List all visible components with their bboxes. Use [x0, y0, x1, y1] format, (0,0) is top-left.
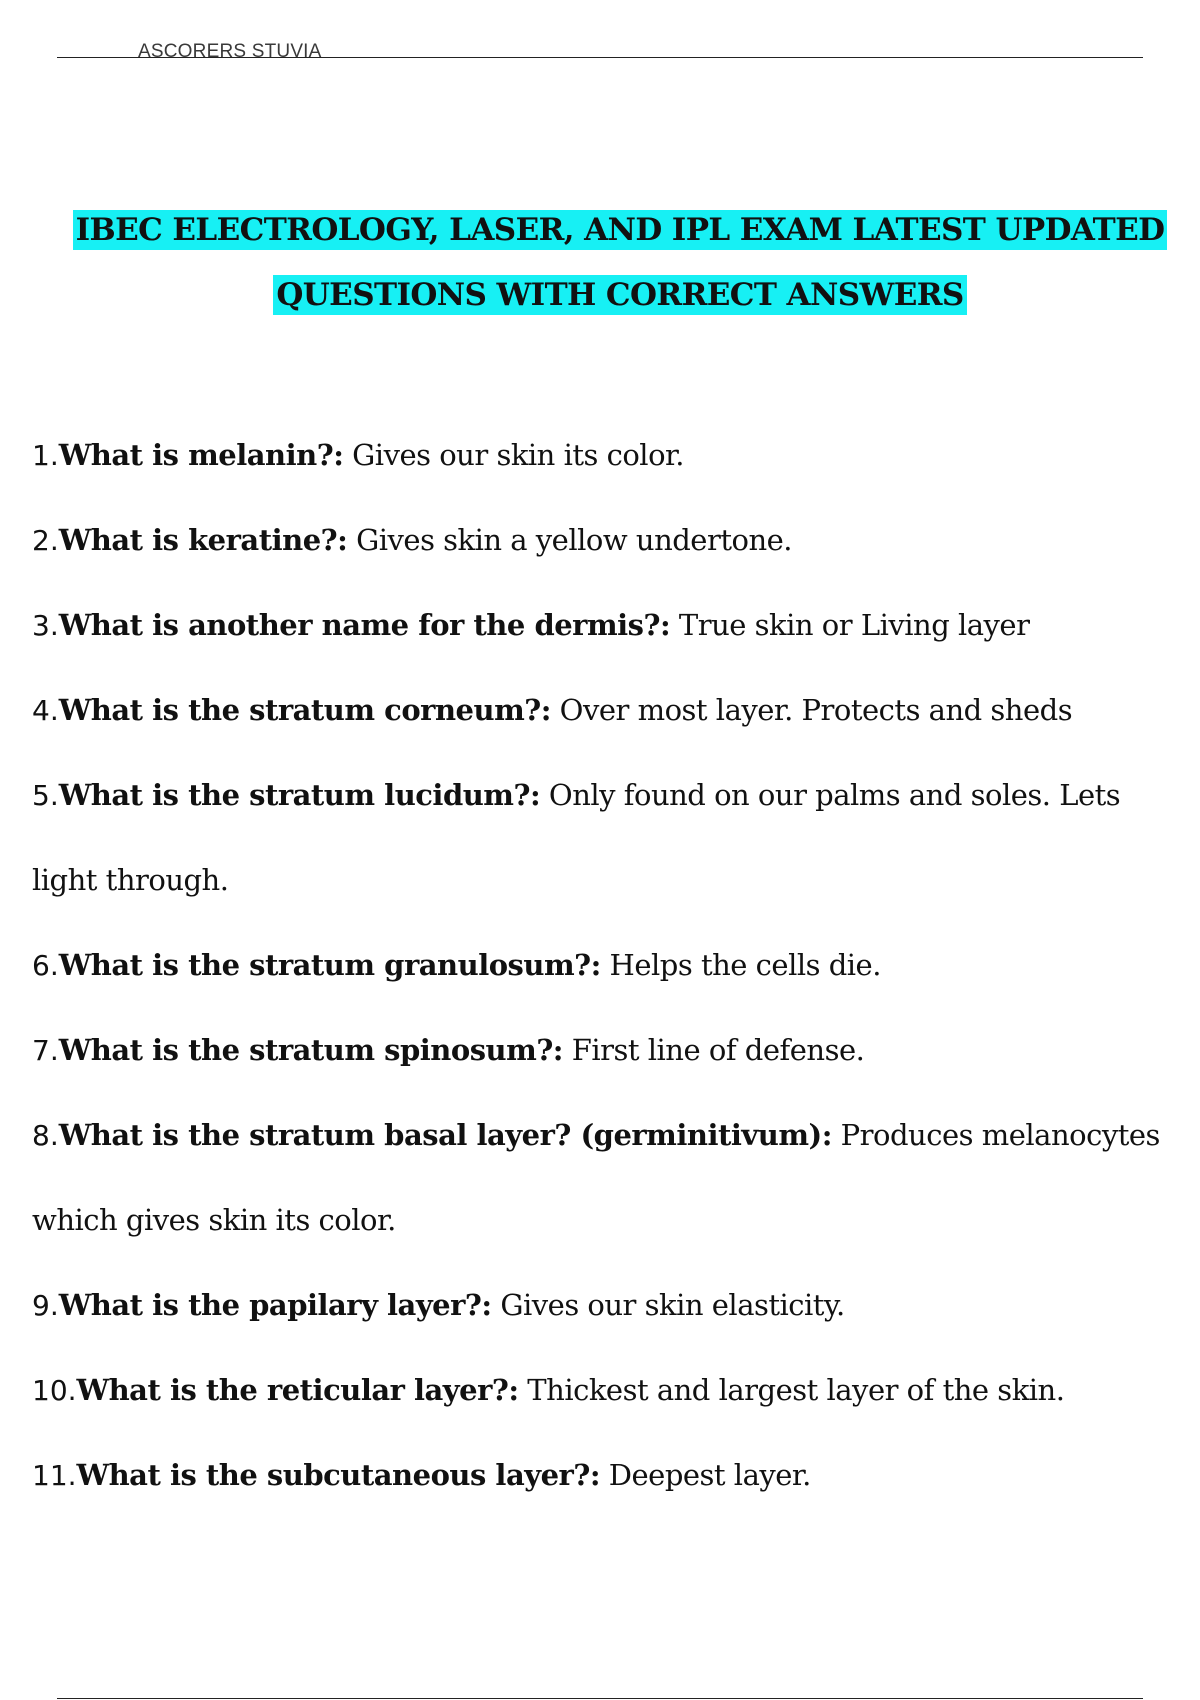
question-text: What is the stratum basal layer? (germinitivum): [58, 1118, 832, 1152]
answer-text: Thickest and largest layer of the skin. [518, 1373, 1065, 1407]
answer-text: Deepest layer. [600, 1458, 811, 1492]
document-title [60, 198, 1180, 328]
list-item [32, 583, 1162, 668]
list-item [32, 1348, 1162, 1433]
answer-text: Helps the cells die. [600, 948, 881, 982]
footer-rule [57, 1698, 1143, 1699]
item-number: 3. [32, 609, 59, 642]
item-number: 10. [32, 1374, 77, 1407]
question-text: What is the reticular layer?: [76, 1373, 519, 1407]
answer-text: Gives our skin its color. [343, 438, 684, 472]
item-number: 6. [32, 949, 59, 982]
list-item [32, 1008, 1162, 1093]
item-number: 8. [32, 1119, 59, 1152]
item-number: 4. [32, 694, 59, 727]
list-item [32, 1263, 1162, 1348]
answer-text: True skin or Living layer [670, 608, 1030, 642]
title-line-2: QUESTIONS WITH CORRECT ANSWERS [273, 275, 966, 315]
answer-text: Only found on our palms and soles. Lets light through. [32, 778, 1121, 897]
answer-text: Gives our skin elasticity. [491, 1288, 845, 1322]
list-item [32, 1433, 1162, 1518]
item-number: 1. [32, 439, 59, 472]
running-head: ASCORERS STUVIA [138, 41, 322, 62]
question-text: What is the stratum granulosum?: [58, 948, 601, 982]
list-item [32, 1093, 1162, 1263]
question-text: What is melanin?: [58, 438, 344, 472]
list-item [32, 753, 1162, 923]
question-text: What is another name for the dermis?: [58, 608, 671, 642]
title-line-1: IBEC ELECTROLOGY, LASER, AND IPL EXAM LATEST UPDATED [73, 210, 1168, 250]
answer-text: Produces melanocytes which gives skin its color. [32, 1118, 1160, 1237]
item-number: 2. [32, 524, 59, 557]
item-number: 9. [32, 1289, 59, 1322]
list-item [32, 413, 1162, 498]
item-number: 11. [32, 1459, 77, 1492]
answer-text: Gives skin a yellow undertone. [347, 523, 793, 557]
list-item [32, 923, 1162, 1008]
question-text: What is the stratum lucidum?: [58, 778, 541, 812]
question-text: What is the papilary layer?: [58, 1288, 492, 1322]
answer-text: First line of defense. [563, 1033, 865, 1067]
item-number: 5. [32, 779, 59, 812]
list-item [32, 668, 1162, 753]
question-text: What is the subcutaneous layer?: [76, 1458, 601, 1492]
list-item [32, 498, 1162, 583]
item-number: 7. [32, 1034, 59, 1067]
question-text: What is keratine?: [58, 523, 348, 557]
answer-text: Over most layer. Protects and sheds [550, 693, 1073, 727]
question-list [32, 413, 1162, 1518]
question-text: What is the stratum corneum?: [58, 693, 551, 727]
question-text: What is the stratum spinosum?: [58, 1033, 564, 1067]
